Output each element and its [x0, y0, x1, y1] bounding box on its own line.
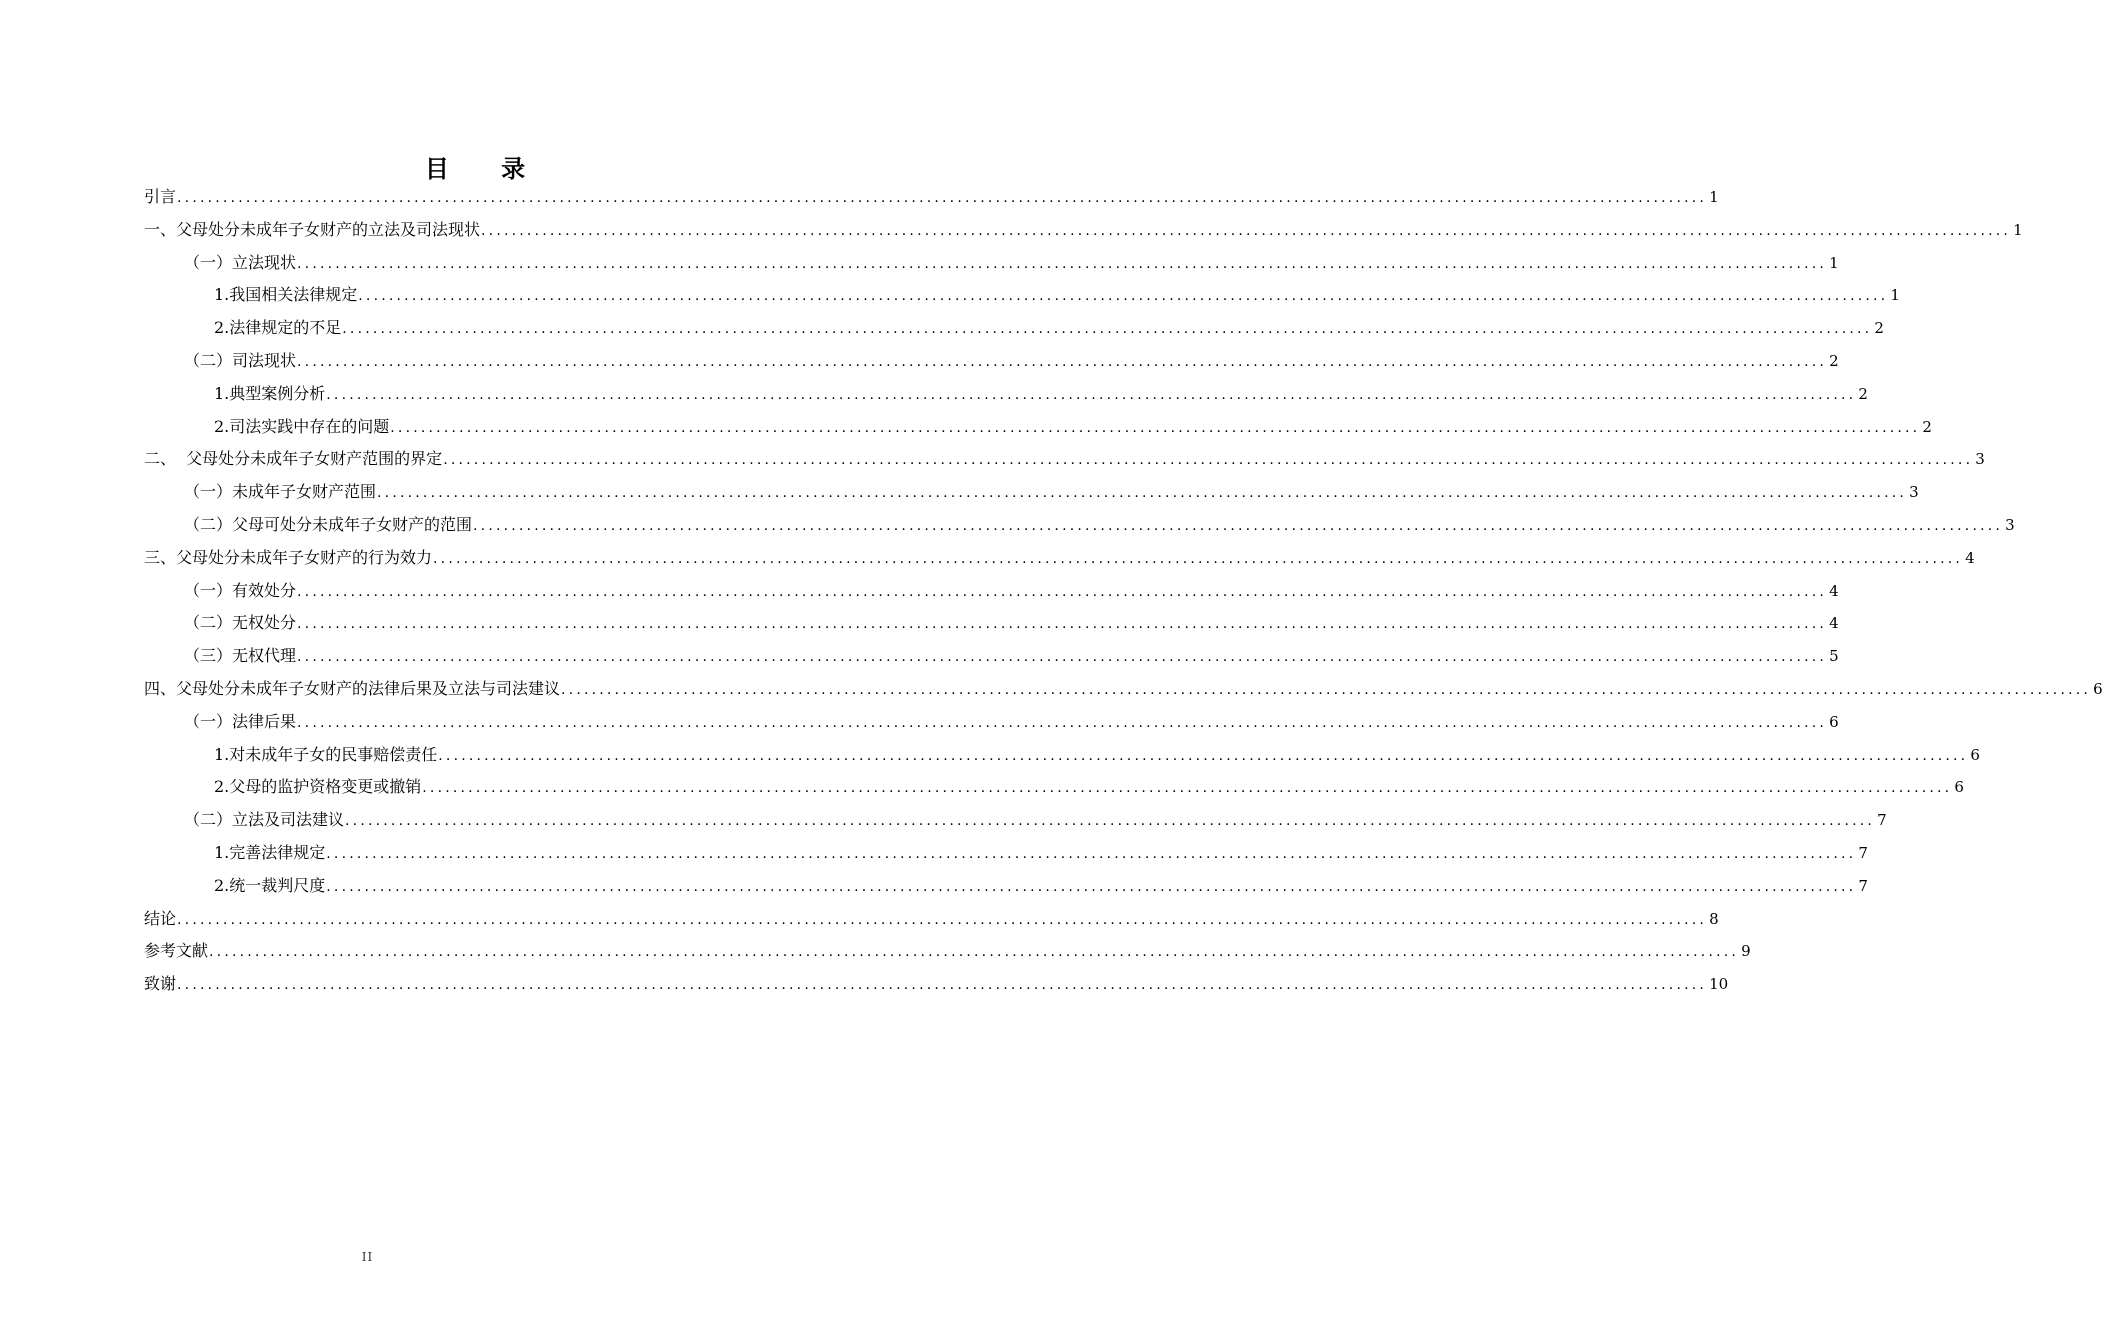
toc-entry-text: 三、父母处分未成年子女财产的行为效力 [144, 547, 433, 567]
toc-page-number: 3 [1909, 483, 1919, 502]
toc-entry-text: （一）有效处分 [184, 580, 297, 600]
toc-page-number: 6 [1829, 712, 1839, 731]
toc-page-number: 1 [1829, 253, 1839, 272]
toc-leader-dots: ........................................................................................................................................................................................................ [390, 419, 1921, 436]
toc-page-number: 1 [1709, 188, 1719, 206]
toc-entry-text: （二）司法现状 [184, 350, 297, 370]
toc-entry[interactable] [144, 575, 1839, 608]
toc-entry[interactable] [144, 771, 1964, 804]
toc-entry[interactable] [144, 247, 1839, 280]
toc-entry[interactable] [144, 739, 1980, 772]
toc-leader-dots: ........................................................................................................................................................................................................ [326, 878, 1857, 895]
toc-entry-text: （一）法律后果 [184, 711, 297, 731]
toc-leader-dots: ........................................................................................................................................................................................................ [443, 452, 1974, 469]
toc-entry[interactable] [144, 345, 1839, 378]
toc-entry-text: 2.司法实践中存在的问题 [214, 416, 390, 436]
toc-page-number: 7 [1877, 811, 1887, 830]
toc-page-number: 2 [1874, 319, 1884, 338]
toc-page-number: 7 [1858, 843, 1868, 862]
toc-entry-text: 2.统一裁判尺度 [214, 875, 326, 895]
toc-title: 目 录 [424, 155, 548, 183]
toc-entry-text: 2.法律规定的不足 [214, 318, 342, 338]
toc-entry[interactable] [144, 640, 1839, 673]
toc-page-number: 2 [1922, 417, 1932, 436]
toc-entry[interactable] [144, 279, 1900, 312]
toc-page-number: 4 [1829, 614, 1839, 633]
toc-page-number: 5 [1829, 647, 1839, 666]
toc-leader-dots: ........................................................................................................................................................................................................ [433, 550, 1964, 567]
toc-entry-text: 1.我国相关法律规定 [214, 285, 358, 305]
toc-entry[interactable] [144, 378, 1868, 411]
toc-entry[interactable] [144, 903, 1719, 936]
toc-page-number: 3 [1975, 450, 1985, 469]
toc-page-number: 4 [1965, 548, 1975, 567]
toc-entry[interactable] [144, 935, 1751, 968]
toc-leader-dots: ........................................................................................................................................................................................................ [297, 353, 1828, 370]
toc-entry-text: 1.完善法律规定 [214, 842, 326, 862]
toc-leader-dots: ........................................................................................................................................................................................................ [438, 747, 1969, 764]
toc-entry-text: （一）立法现状 [184, 252, 297, 272]
toc-entry[interactable] [144, 673, 2103, 706]
toc-page-number: 6 [2093, 679, 2103, 698]
toc-entry-text: 1.典型案例分析 [214, 383, 326, 403]
toc-entry-text: （二）父母可处分未成年子女财产的范围 [184, 514, 473, 534]
toc-page-number: 2 [1858, 384, 1868, 403]
toc-page-number: 9 [1741, 942, 1751, 961]
toc-entry[interactable] [144, 542, 1975, 575]
toc-leader-dots: ........................................................................................................................................................................................................ [345, 813, 1876, 830]
toc-page-number: 7 [1858, 876, 1868, 895]
toc-entry-text: 致谢 [144, 974, 177, 994]
toc-entry[interactable] [144, 443, 1985, 476]
toc-leader-dots: ........................................................................................................................................................................................................ [297, 649, 1828, 666]
toc-entry-text: （一）未成年子女财产范围 [184, 482, 377, 502]
toc-leader-dots: ........................................................................................................................................................................................................ [377, 485, 1908, 502]
toc-leader-dots: ........................................................................................................................................................................................................ [177, 977, 1708, 994]
toc-leader-dots: ........................................................................................................................................................................................................ [177, 190, 1708, 206]
toc-page-number: 6 [1954, 778, 1964, 797]
toc-page-number: 8 [1709, 909, 1719, 928]
toc-page-number: 2 [1829, 351, 1839, 370]
toc-entry[interactable] [144, 411, 1932, 444]
toc-entry[interactable] [144, 607, 1839, 640]
toc-leader-dots: ........................................................................................................................................................................................................ [473, 517, 2004, 534]
toc-leader-dots: ........................................................................................................................................................................................................ [342, 321, 1873, 338]
toc-entry[interactable] [144, 509, 2015, 542]
toc-entry-text: 结论 [144, 908, 177, 928]
toc-entry-text: 一、父母处分未成年子女财产的立法及司法现状 [144, 219, 481, 239]
toc-leader-dots: ........................................................................................................................................................................................................ [297, 714, 1828, 731]
toc-page-number: 1 [1890, 286, 1900, 305]
toc-leader-dots: ........................................................................................................................................................................................................ [326, 386, 1857, 403]
toc-page-number: 3 [2005, 515, 2015, 534]
toc-entry[interactable] [144, 870, 1868, 903]
toc-entry[interactable] [144, 968, 1729, 1001]
toc-entry[interactable] [144, 706, 1839, 739]
toc-entry[interactable] [144, 181, 1719, 214]
toc-entry[interactable] [144, 804, 1887, 837]
toc-entry-text: （三）无权代理 [184, 646, 297, 666]
toc-leader-dots: ........................................................................................................................................................................................................ [297, 583, 1828, 600]
toc-entry[interactable] [144, 312, 1884, 345]
toc-entry-text: 参考文献 [144, 941, 209, 961]
toc-leader-dots: ........................................................................................................................................................................................................ [422, 780, 1953, 797]
toc-entry-text: （二）无权处分 [184, 613, 297, 633]
toc-leader-dots: ........................................................................................................................................................................................................ [358, 288, 1889, 305]
toc-entry-text: 1.对未成年子女的民事赔偿责任 [214, 744, 438, 764]
toc-entry-text: 四、父母处分未成年子女财产的法律后果及立法与司法建议 [144, 678, 561, 698]
toc-entry[interactable] [144, 214, 2023, 247]
toc-entry-text: 2.父母的监护资格变更或撤销 [214, 777, 422, 797]
toc-leader-dots: ........................................................................................................................................................................................................ [561, 681, 2092, 698]
toc-page-number: 6 [1970, 745, 1980, 764]
toc-entry[interactable] [144, 837, 1868, 870]
toc-page-number: 10 [1709, 975, 1729, 994]
toc-leader-dots: ........................................................................................................................................................................................................ [481, 222, 2012, 239]
toc-leader-dots: ........................................................................................................................................................................................................ [297, 616, 1828, 633]
toc-entry-text: （二）立法及司法建议 [184, 810, 345, 830]
toc-page-number: 1 [2013, 220, 2023, 239]
toc-entry-text: 二、 父母处分未成年子女财产范围的界定 [144, 449, 443, 469]
toc-entry[interactable] [144, 476, 1919, 509]
page-number-footer: II [361, 1250, 374, 1264]
toc-leader-dots: ........................................................................................................................................................................................................ [297, 255, 1828, 272]
toc-page-number: 4 [1829, 581, 1839, 600]
toc-leader-dots: ........................................................................................................................................................................................................ [177, 911, 1708, 928]
table-of-contents [144, 181, 2103, 1001]
toc-entry-text: 引言 [144, 187, 177, 206]
toc-leader-dots: ........................................................................................................................................................................................................ [326, 845, 1857, 862]
toc-leader-dots: ........................................................................................................................................................................................................ [209, 944, 1740, 961]
